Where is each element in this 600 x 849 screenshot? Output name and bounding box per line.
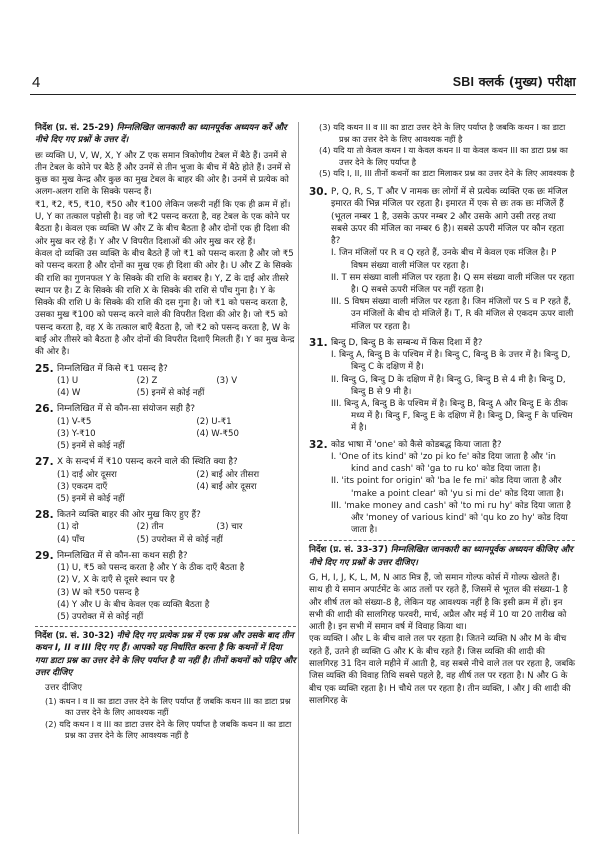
question-number: 29. [35, 549, 54, 562]
question-number: 28. [35, 509, 54, 522]
question-26 [35, 403, 296, 415]
directions-label: निर्देश (प्र. सं. 25-29) [35, 123, 114, 133]
answer-key-list-continued [309, 122, 575, 180]
question-28 [35, 509, 296, 521]
question-number: 30. [309, 185, 328, 198]
passage-paragraph: छः व्यक्ति U, V, W, X, Y और Z एक समान त्रिकोणीय टेबल में बैठे हैं। उनमें से तीन टेबल के कोने पर बैठे हैं और उनमें से तीन भुजा के बीच में बैठे होते हैं। उनमें से कुछ का मुख केन्द्र और कुछ का मुख टेबल के बाहर की ओर है। उनमें से प्रत्येक को अलग-अलग राशि के सिक्के पसन्द हैं। [35, 150, 291, 198]
question-number: 31. [309, 336, 328, 349]
option[interactable]: (3) Y-₹10 [57, 428, 96, 439]
passage-paragraph: केवल दो व्यक्ति उस व्यक्ति के बीच बैठते हैं जो ₹1 को पसन्द करता है और जो ₹5 को पसन्द करता है और दोनों का मुख एक ही दिशा की ओर है। U और Z के सिक्के की राशि का गुणनफल Y के सिक्के की राशि के बराबर है। Y, Z के दाईं ओर तीसरे स्थान पर है। Z के सिक्के की राशि X के सिक्के की राशि से पाँच गुना है। Y के सिक्के की राशि U के सिक्के की राशि की दस गुना है। जो ₹1 को पसन्द करता है, उसका मुख ₹100 को पसन्द करने वाले की विपरीत दिशा की ओर है। जो ₹5 को पसन्द करता है, वह X के तत्काल बाएँ बैठता है, जो ₹2 को पसन्द करता है, W के बाईं ओर तीसरे को बैठता है और दोनों की विपरीत दिशाएँ मिलती हैं। Y का मुख केन्द्र की ओर है। [35, 248, 295, 358]
question-32 [309, 439, 575, 451]
section-divider [309, 540, 575, 541]
question-25-options [35, 375, 296, 399]
question-text: निम्नलिखित में से कौन-सा कथन सही है? [57, 550, 188, 561]
statement: II. 'its point for origin' को 'ba le fe mi' कोड दिया जाता है और 'make a point clear' को 'yu si mi de' कोड दिया जाता है। [331, 476, 564, 499]
option[interactable]: (4) बाईं ओर दूसरा [196, 481, 257, 492]
question-32-statements [309, 451, 575, 536]
question-29 [35, 550, 296, 562]
directions-label: निर्देश (प्र. सं. 33-37) [309, 545, 388, 556]
option[interactable]: (3) चार [216, 522, 243, 533]
question-text: निम्नलिखित में से कौन-सा संयोजन सही है? [57, 404, 196, 415]
question-text: कोड भाषा में 'one' को कैसे कोडबद्ध किया जाता है? [331, 439, 502, 450]
option[interactable]: (1) दो [57, 522, 79, 533]
option[interactable]: (5) इनमें से कोई नहीं [57, 493, 125, 504]
option[interactable]: (1) V-₹5 [57, 416, 92, 427]
option[interactable]: (2) बाईं ओर तीसरा [196, 469, 260, 480]
option[interactable]: (2) U-₹1 [196, 416, 232, 427]
option[interactable]: (5) इनमें से कोई नहीं [136, 388, 205, 399]
option[interactable]: (4) W-₹50 [196, 428, 239, 439]
question-30-statements [309, 247, 575, 332]
statement: III. बिन्दु A, बिन्दु B के पश्चिम में है। बिन्दु B, बिन्दु A और बिन्दु E के ठीक मध्य में है। बिन्दु F, बिन्दु E के दक्षिण में है। बिन्दु D, बिन्दु F के पश्चिम में है। [331, 398, 573, 434]
statement: I. जिन मंजिलों पर R व Q रहते हैं, उनके बीच में केवल एक मंजिल है। P विषम संख्या वाली मंजिल पर रहता है। [331, 248, 557, 271]
option[interactable]: (3) एकदम दाएँ [57, 481, 108, 492]
statement: III. 'make money and cash' को 'to mi ru hy' कोड दिया जाता है और 'money of various kind' को 'qu ko zo hy' कोड दिया जाता है। [331, 500, 571, 536]
question-28-options [35, 521, 296, 545]
option[interactable]: (3) V [216, 375, 238, 386]
option[interactable]: (1) U, ₹5 को पसन्द करता है और Y के ठीक दाएँ बैठता है [57, 563, 245, 574]
left-column [35, 122, 296, 742]
passage-paragraph: ₹1, ₹2, ₹5, ₹10, ₹50 और ₹100 लेकिन जरूरी नहीं कि एक ही क्रम में हों। U, Y का तत्काल पड़ोसी है। वह जो ₹2 पसन्द करता है, वह टेबल के एक कोने पर बैठता है। केवल एक व्यक्ति W और Z के बीच बैठता है और दोनों एक ही दिशा की ओर मुख कर रहे हैं। Y और V विपरीत दिशाओं की ओर मुख कर रहे हैं। [35, 199, 291, 247]
page-number: 4 [32, 74, 41, 91]
option[interactable]: (5) इनमें से कोई नहीं [57, 441, 125, 452]
question-31 [309, 337, 575, 349]
directions-33-37 [309, 544, 575, 569]
answer-key-item: (2) यदि कथन I व III का डाटा उत्तर देने के लिए पर्याप्त है जबकि कथन II का डाटा प्रश्न का उत्तर देने के लिए आवश्यक नहीं है [45, 718, 292, 741]
passage-paragraph: एक व्यक्ति I और L के बीच वाले तल पर रहता है। जितने व्यक्ति N और M के बीच रहते हैं, उतने ही व्यक्ति G और K के बीच रहते हैं। जिस व्यक्ति की शादी की सालगिरह 31 दिन वाले महीने में आती है, वह सबसे नीचे वाले तल पर रहता है, जबकि जिस व्यक्ति की विवाह तिथि सबसे पहले है, वह शीर्ष तल पर रहता है। N और G के बीच एक व्यक्ति रहता है। H चौथे तल पर रहता है। तीन व्यक्ति, I और J की शादी की सालगिरह के [309, 634, 575, 706]
passage-paragraph: G, H, I, J, K, L, M, N आठ मित्र हैं, जो समान गोल्फ कोर्स में गोल्फ खेलते हैं। साथ ही ये समान अपार्टमेंट के आठ तलों पर रहते हैं, जिसमें से भूतल की संख्या-1 है और शीर्ष तल को संख्या-8 है, लेकिन यह आवश्यक नहीं है कि इसी क्रम में हों। इन सभी की शादी की सालगिरह फरवरी, मार्च, अप्रैल और मई में 10 या 20 तारीख को आती है। इन सभी में समान वर्ष में विवाह किया था। [309, 572, 568, 633]
answer-key-item: (4) यदि या तो केवल कथन I या केवल कथन II या केवल कथन III का डाटा प्रश्न का उत्तर देने के लिए पर्याप्त है [319, 145, 568, 167]
question-25 [35, 363, 296, 375]
option[interactable]: (5) उपरोक्त में से कोई नहीं [136, 534, 223, 545]
answer-key-item: (5) यदि I, II, III तीनों कथनों का डाटा मिलाकर प्रश्न का उत्तर देने के लिए आवश्यक है [319, 168, 575, 179]
question-number: 26. [35, 403, 54, 416]
option[interactable]: (4) W [57, 388, 81, 399]
question-number: 32. [309, 438, 328, 451]
running-title [453, 73, 576, 90]
option[interactable]: (3) W को ₹50 पसन्द है [57, 587, 140, 598]
question-27 [35, 456, 296, 468]
question-29-options [35, 562, 296, 623]
option[interactable]: (2) Z [136, 375, 158, 386]
option[interactable]: (1) U [57, 375, 79, 386]
answer-key-item: (3) यदि कथन II व III का डाटा उत्तर देने के लिए पर्याप्त है जबकि कथन I का डाटा प्रश्न का उत्तर देने के लिए आवश्यक नहीं है [319, 122, 566, 144]
section-divider [35, 626, 296, 627]
column-divider [298, 122, 299, 834]
answer-key-list [35, 696, 296, 742]
question-26-options [35, 416, 296, 453]
option[interactable]: (2) V, X के दाएँ से दूसरे स्थान पर है [57, 575, 175, 586]
directions-label: निर्देश (प्र. सं. 30-32) [35, 631, 114, 642]
answer-key-item: (1) कथन I व II का डाटा उत्तर देने के लिए पर्याप्त हैं जबकि कथन III का डाटा प्रश्न का उत्तर देने के लिए आवश्यक नहीं [45, 695, 291, 718]
option[interactable]: (1) दाईं ओर दूसरा [57, 469, 117, 480]
question-text: बिन्दु D, बिन्दु B के सम्बन्ध में किस दिशा में है? [331, 337, 483, 348]
answer-heading: उत्तर दीजिए [45, 683, 83, 694]
question-number: 25. [35, 362, 54, 375]
statement: II. T सम संख्या वाली मंजिल पर रहता है। Q सम संख्या वाली मंजिल पर रहता है। Q सबसे ऊपरी मंजिल पर नहीं रहता है। [331, 272, 575, 296]
question-27-options [35, 469, 296, 506]
page-header [30, 72, 576, 95]
directions-text: निम्नलिखित जानकारी का ध्यानपूर्वक अध्ययन कीजिए और नीचे दिए गए प्रश्नों के उत्तर दीजिए। [309, 545, 573, 568]
question-text: कितने व्यक्ति बाहर की ओर मुख किए हुए हैं? [57, 510, 201, 521]
statement: III. S विषम संख्या वाली मंजिल पर रहता है। जिन मंजिलों पर S व P रहते हैं, उन मंजिलों के बीच दो मंजिलें हैं। T, R की मंजिल से एकदम ऊपर वाली मंजिल पर रहता है। [331, 297, 574, 332]
question-30 [309, 186, 575, 247]
option[interactable]: (4) पाँच [57, 534, 85, 545]
question-text: P, Q, R, S, T और V नामक छः लोगों में से प्रत्येक व्यक्ति एक छः मंजिल इमारत की भिन्न मंजिल पर रहता है। इमारत में एक से छः तक छः मंजिलें हैं (भूतल नम्बर 1 है, उसके ऊपर नम्बर 2 और उसके आगे उसी तरह तथा सबसे ऊपर की मंजिल का नम्बर 6 है)। सबसे ऊपरी मंजिल पर कौन रहता है? [331, 186, 568, 247]
statement: II. बिन्दु G, बिन्दु D के दक्षिण में है। बिन्दु G, बिन्दु B से 4 मी है। बिन्दु D, बिन्दु B से 9 मी है। [331, 374, 566, 397]
right-column [309, 122, 575, 707]
directions-text: निम्नलिखित जानकारी का ध्यानपूर्वक अध्ययन करें और नीचे दिए गए प्रश्नों के उत्तर दें। [35, 123, 287, 146]
question-31-statements [309, 349, 575, 434]
statement: I. 'One of its kind' को 'zo pi ko fe' कोड दिया जाता है और 'in kind and cash' को 'ga to ru ko' कोड दिया जाता है। [331, 451, 556, 475]
option[interactable]: (4) Y और U के बीच केवल एक व्यक्ति बैठता है [57, 599, 210, 610]
directions-30-32 [35, 630, 296, 679]
directions-25-29 [35, 122, 296, 147]
option[interactable]: (2) तीन [136, 522, 164, 533]
running-title-rest: क्लर्क (मुख्य) परीक्षा [478, 74, 576, 89]
option[interactable]: (5) उपरोक्त में से कोई नहीं [57, 611, 144, 622]
question-text: निम्नलिखित में किसे ₹1 पसन्द है? [57, 363, 168, 374]
statement: I. बिन्दु A, बिन्दु B के पश्चिम में है। बिन्दु C, बिन्दु B के उत्तर में है। बिन्दु D, बिन्दु C के दक्षिण में है। [331, 350, 571, 373]
question-number: 27. [35, 456, 54, 469]
directions-text: नीचे दिए गए प्रत्येक प्रश्न में एक प्रश्न और उसके बाद तीन कथन I, II व III दिए गए हैं। आपको यह निर्धारित करना है कि कथनों में दिया गया डाटा प्रश्न का उत्तर देने के लिए पर्याप्त है या नहीं है। तीनों कथनों को पढ़िए और उत्तर दीजिए [35, 631, 296, 679]
question-text: X के सन्दर्भ में ₹10 पसन्द करने वाले की स्थिति क्या है? [57, 457, 238, 468]
running-title-sbi: SBI [452, 75, 475, 89]
